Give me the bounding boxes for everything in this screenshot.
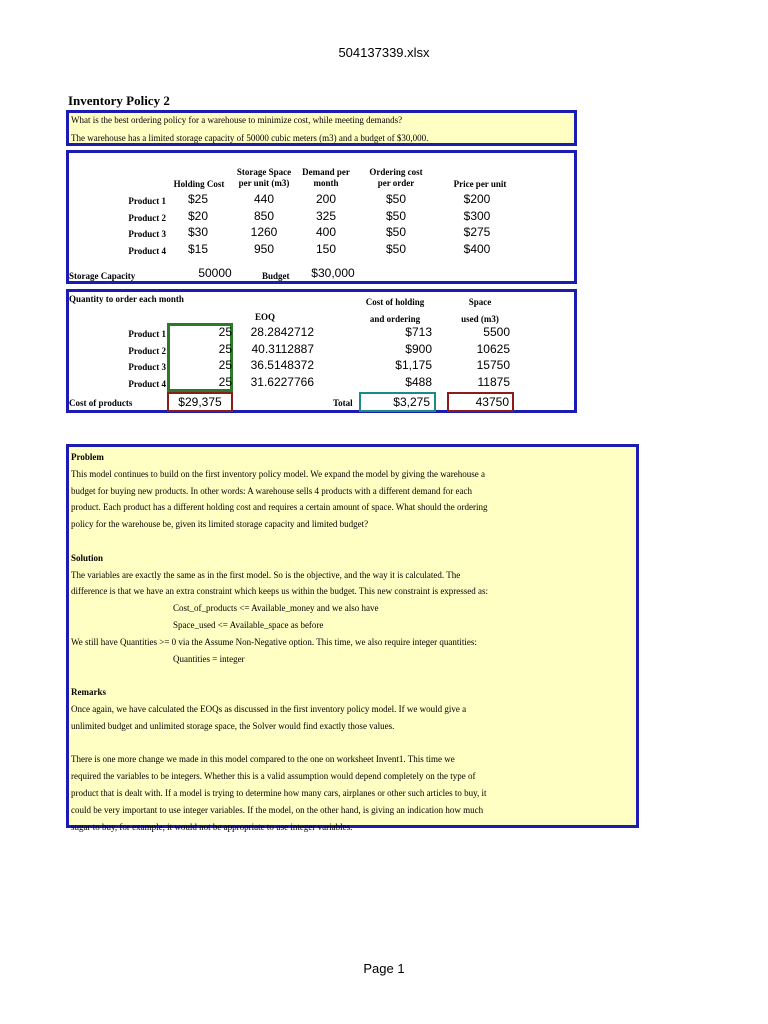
holding-cost-value: $25 (187, 192, 209, 206)
product-name: Product 2 (128, 346, 166, 356)
eoq-value: 31.6227766 (250, 375, 314, 389)
product-name: Product 1 (128, 196, 166, 206)
notes-line (71, 667, 488, 684)
holding-cost-value: $20 (187, 209, 209, 223)
space-value: 11875 (477, 375, 510, 389)
price-value: $300 (463, 209, 491, 223)
page-footer: Page 1 (363, 961, 405, 976)
price-value: $200 (463, 192, 491, 206)
budget-value: $30,000 (311, 266, 355, 280)
cost-value: $713 (405, 325, 432, 339)
header-storage-space: Storage Space per unit (m3) (236, 167, 292, 188)
price-value: $400 (463, 242, 491, 256)
quantity-cell[interactable]: 25 (218, 325, 232, 339)
product-name: Product 4 (128, 379, 166, 389)
ordering-cost-value: $50 (385, 192, 407, 206)
notes-line: sugar to buy, for example, it would not be appropriate to use integer variables. (71, 821, 353, 832)
notes-line: unlimited budget and unlimited storage space, the Solver would find exactly those values. (71, 720, 395, 731)
question-line-1: What is the best ordering policy for a warehouse to minimize cost, while meeting demands? (71, 115, 403, 125)
header-ordering-cost: Ordering cost per order (369, 167, 423, 188)
notes-line: policy for the warehouse be, given its limited storage capacity and limited budget? (71, 519, 369, 530)
quantity-label: Quantity to order each month (69, 294, 184, 304)
notes-line: could be very important to use integer variables. If the model, on the other hand, is giving an indication how much (71, 804, 484, 815)
space-value: 15750 (476, 358, 510, 372)
holding-cost-value: $15 (187, 242, 209, 256)
holding-cost-value: $30 (187, 225, 209, 239)
ordering-cost-value: $50 (385, 209, 407, 223)
eoq-value: 36.5148372 (250, 358, 314, 372)
notes-line: budget for buying new products. In other words: A warehouse sells 4 products with a different demand for each (71, 485, 472, 496)
notes-text (71, 449, 488, 835)
notes-line (71, 533, 488, 550)
sheet-title: Inventory Policy 2 (68, 93, 170, 108)
budget-label: Budget (262, 271, 290, 281)
demand-value: 325 (315, 209, 337, 223)
storage-space-value: 1260 (250, 225, 278, 239)
space-value: 5500 (483, 325, 510, 339)
notes-line: Cost_of_products <= Available_money and we also have (173, 603, 379, 614)
header-demand: Demand per month (302, 167, 350, 188)
price-value: $275 (463, 225, 491, 239)
demand-value: 150 (315, 242, 337, 256)
header-eoq: EOQ (254, 312, 275, 322)
ordering-cost-value: $50 (385, 242, 407, 256)
demand-value: 400 (315, 225, 337, 239)
notes-heading: Problem (71, 452, 104, 462)
header-cost-holding: Cost of holding and ordering (365, 297, 425, 324)
cost-of-products-cell[interactable]: $29,375 (167, 392, 233, 412)
notes-line: product that is dealt with. If a model is trying to determine how many cars, airplanes or other such articles to buy, it (71, 787, 487, 798)
notes-line: Quantities = integer (173, 653, 245, 664)
storage-space-value: 440 (253, 192, 275, 206)
quantity-cell[interactable]: 25 (218, 375, 232, 389)
storage-capacity-value: 50000 (198, 266, 232, 280)
notes-heading: Remarks (71, 687, 106, 698)
space-value: 10625 (476, 342, 510, 356)
notes-line: We still have Quantities >= 0 via the Assume Non-Negative option. This time, we also require integer quantities: (71, 636, 477, 647)
header-space-used: Space used (m3) (461, 297, 499, 324)
notes-line: The variables are exactly the same as in the first model. So is the objective, and the way it is calculated. The (71, 569, 461, 580)
notes-line (71, 735, 488, 752)
storage-space-value: 950 (253, 242, 275, 256)
cost-value: $900 (405, 342, 432, 356)
space-total-cell[interactable]: 43750 (447, 392, 514, 412)
product-name: Product 3 (128, 362, 166, 372)
notes-box (66, 444, 639, 832)
ordering-cost-value: $50 (385, 225, 407, 239)
total-cost-cell[interactable]: $3,275 (359, 392, 436, 412)
storage-space-value: 850 (253, 209, 275, 223)
notes-line: There is one more change we made in this model compared to the one on worksheet Invent1. This time we (71, 754, 455, 765)
demand-value: 200 (315, 192, 337, 206)
question-box (66, 110, 577, 146)
cost-of-products-label: Cost of products (69, 398, 133, 408)
cost-value: $488 (405, 375, 432, 389)
product-name: Product 4 (128, 246, 166, 256)
notes-line: Space_used <= Available_space as before (173, 619, 324, 630)
product-name: Product 3 (128, 229, 166, 239)
total-label: Total (333, 398, 353, 408)
notes-line: required the variables to be integers. Whether this is a valid assumption would depend completely on the type of (71, 771, 476, 782)
product-name: Product 2 (128, 213, 166, 223)
notes-line: product. Each product has a different holding cost and requires a certain amount of space. What should the ordering (71, 502, 488, 513)
product-name: Product 1 (128, 329, 166, 339)
notes-line: This model continues to build on the first inventory policy model. We expand the model by giving the warehouse a (71, 468, 486, 479)
eoq-value: 40.3112887 (251, 342, 314, 356)
question-line-2: The warehouse has a limited storage capacity of 50000 cubic meters (m3) and a budget of $30,000. (71, 133, 429, 143)
quantity-cell[interactable]: 25 (218, 342, 232, 356)
notes-line: difference is that we have an extra constraint which keeps us within the budget. This new constraint is expressed as: (71, 586, 489, 597)
notes-heading: Solution (71, 552, 104, 563)
storage-capacity-label: Storage Capacity (69, 271, 136, 281)
eoq-value: 28.2842712 (250, 325, 314, 339)
quantity-cell[interactable]: 25 (218, 358, 232, 372)
notes-line: Once again, we have calculated the EOQs as discussed in the first inventory policy model. If we would give a (71, 703, 467, 714)
document-filename: 504137339.xlsx (338, 45, 430, 60)
header-holding-cost: Holding Cost (173, 179, 225, 189)
cost-value: $1,175 (395, 358, 432, 372)
header-price: Price per unit (453, 179, 507, 189)
